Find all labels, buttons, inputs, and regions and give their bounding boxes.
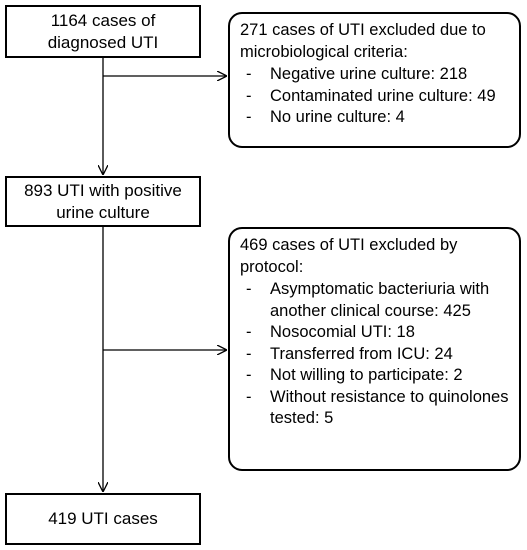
exclusion-2-item: - Not willing to participate: 2: [240, 365, 509, 387]
box-diagnosed-uti: [5, 5, 201, 58]
exclusion-box-microbiological: [228, 12, 521, 148]
exclusion-box-protocol: [228, 227, 521, 471]
exclusion-2-item: - Transferred from ICU: 24: [240, 344, 509, 366]
exclusion-1-item: - Negative urine culture: 218: [240, 64, 509, 86]
box-positive-culture-line2: urine culture: [56, 202, 150, 222]
exclusion-2-item: - Nosocomial UTI: 18: [240, 322, 509, 344]
box-diagnosed-uti-line1: 1164 cases of: [50, 10, 156, 30]
box-diagnosed-uti-line2: diagnosed UTI: [47, 32, 159, 52]
exclusion-1-item: - No urine culture: 4: [240, 107, 509, 129]
exclusion-1-list: [240, 64, 509, 129]
exclusion-2-item: - Asymptomatic bacteriuria with another clinical course: 425: [240, 279, 509, 322]
exclusion-2-list: [240, 279, 509, 430]
exclusion-2-heading: 469 cases of UTI excluded by protocol:: [240, 236, 458, 276]
exclusion-1-item: - Contaminated urine culture: 49: [240, 86, 509, 108]
box-positive-culture-line1: 893 UTI with positive: [24, 180, 182, 200]
exclusion-1-heading: 271 cases of UTI excluded due to microbiological criteria:: [240, 21, 486, 61]
box-final-cases: [5, 493, 201, 545]
exclusion-2-item: - Without resistance to quinolones tested: 5: [240, 387, 509, 430]
box-positive-culture: [5, 176, 201, 227]
box-final-cases-line1: 419 UTI cases: [48, 509, 158, 528]
